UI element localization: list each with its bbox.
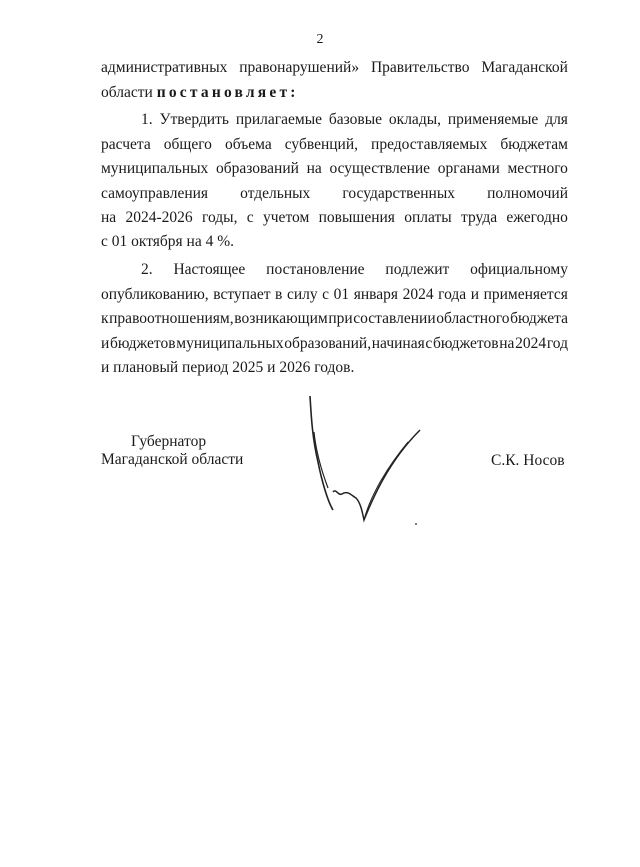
word: при [328, 310, 353, 327]
page-number: 2 [316, 32, 324, 47]
word: января [353, 286, 398, 303]
word: труда [461, 209, 498, 226]
word: бюджетам [500, 136, 568, 153]
text-line [101, 182, 568, 206]
word: правонарушений» [239, 59, 360, 76]
signer-title-line2: Магаданской области [101, 451, 244, 468]
word: официальному [470, 261, 568, 278]
word: ежегодно [506, 209, 568, 226]
word: 2024 [402, 286, 434, 303]
word: 01 [333, 286, 350, 303]
word: года [438, 286, 467, 303]
text-line [101, 283, 568, 307]
word: с [425, 335, 433, 352]
word: составлении [353, 310, 436, 327]
word: Правительство [370, 59, 470, 76]
word: государственных [342, 185, 456, 202]
text-line [141, 108, 568, 132]
word: бюджетов [109, 335, 176, 352]
signer-title [101, 433, 243, 469]
word: и [101, 335, 110, 352]
word: муниципальных [176, 335, 284, 352]
word: подлежит [385, 261, 450, 278]
word: вступает [213, 286, 271, 303]
word: органами [437, 160, 500, 177]
word: административных [101, 59, 228, 76]
word: областного [436, 310, 510, 327]
word: и плановый период 2025 и 2026 годов. [101, 359, 355, 376]
word: 2024-2026 [125, 209, 193, 226]
word: предоставляемых [371, 136, 488, 153]
word: с [246, 209, 254, 226]
word: Магаданской [481, 59, 568, 76]
word: объема [224, 136, 272, 153]
word: к [101, 310, 109, 327]
word: 2. [141, 261, 153, 278]
word: применяемые [447, 111, 539, 128]
word: бюджета [510, 310, 568, 327]
word: оплаты [404, 209, 452, 226]
word: правоотношениям, [109, 310, 234, 327]
word: повышения [318, 209, 395, 226]
signer-name: С.К. Носов [491, 452, 565, 469]
handwritten-signature [300, 392, 430, 532]
word: учетом [263, 209, 310, 226]
word: на [101, 209, 117, 226]
text-line [141, 258, 568, 282]
word: муниципальных [101, 160, 209, 177]
word: прилагаемые [235, 111, 322, 128]
word: самоуправления [101, 185, 209, 202]
word: начиная [371, 335, 425, 352]
word: год [546, 335, 568, 352]
word: общего [163, 136, 212, 153]
word: области [101, 84, 153, 101]
word: на [499, 335, 515, 352]
word: возникающим [234, 310, 328, 327]
word: Утвердить [159, 111, 229, 128]
signer-title-line1: Губернатор [131, 433, 207, 450]
word: бюджетов [432, 335, 499, 352]
word: силу [286, 286, 318, 303]
word: и [470, 286, 480, 303]
text-line [101, 332, 568, 356]
word: постановление [266, 261, 365, 278]
word: на [306, 160, 322, 177]
text-line [101, 157, 568, 181]
word: 2024 [515, 335, 547, 352]
word: опубликованию, [101, 286, 209, 303]
word: местного [507, 160, 568, 177]
word: Настоящее [173, 261, 246, 278]
word: образований, [284, 335, 372, 352]
word: с [322, 286, 330, 303]
text-line [101, 133, 568, 157]
text-line [101, 206, 568, 230]
text-line [101, 56, 568, 80]
word: осуществление [329, 160, 431, 177]
word: образований [215, 160, 299, 177]
decree-word: постановляет: [156, 84, 299, 101]
text-line [101, 307, 568, 331]
word: 1. [141, 111, 153, 128]
word: субвенций, [284, 136, 359, 153]
word: расчета [101, 136, 151, 153]
word: оклады, [388, 111, 441, 128]
text-line [101, 356, 568, 380]
word: в [275, 286, 283, 303]
text-line [101, 81, 568, 105]
word: полномочий [487, 185, 568, 202]
word: с 01 октября на 4 %. [101, 233, 235, 250]
word: годы, [202, 209, 238, 226]
text-line [101, 230, 568, 254]
word: применяется [483, 286, 568, 303]
word: отдельных [240, 185, 311, 202]
word: базовые [328, 111, 383, 128]
word: для [545, 111, 568, 128]
